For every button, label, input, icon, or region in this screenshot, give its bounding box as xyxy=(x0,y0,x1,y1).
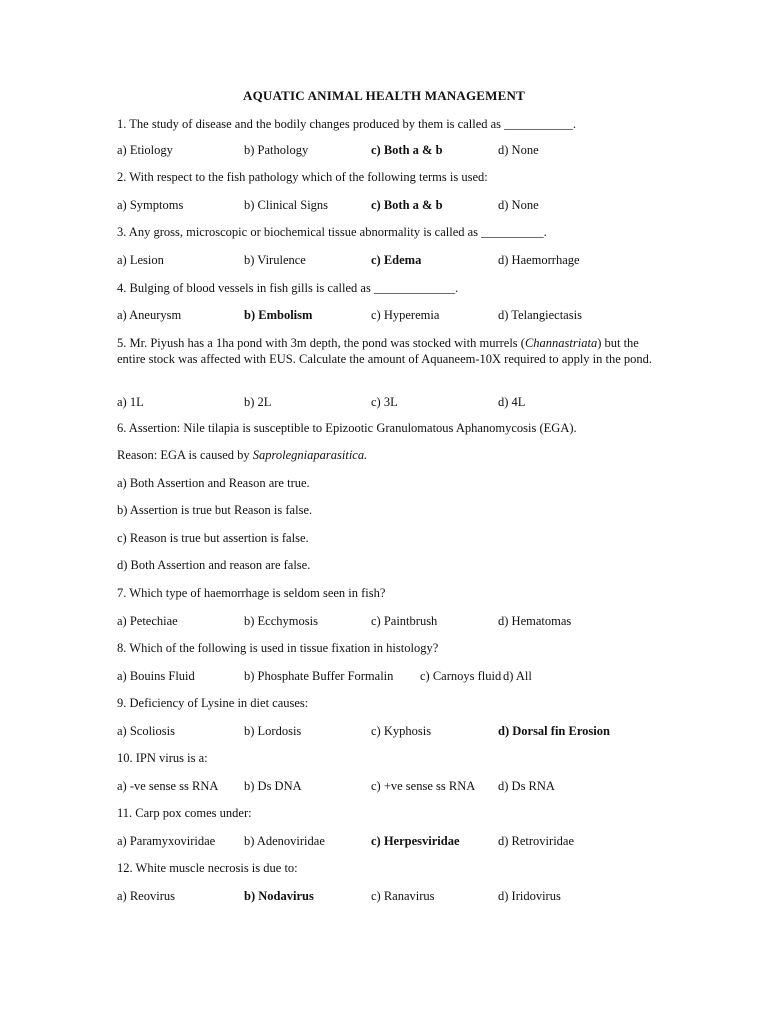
option-a: a) Bouins Fluid xyxy=(117,669,195,683)
option-c: c) Ranavirus xyxy=(371,889,435,903)
option-a: a) Etiology xyxy=(117,143,173,157)
option-b: b) Phosphate Buffer Formalin xyxy=(244,669,394,683)
option-c: c) Carnoys fluid xyxy=(420,669,502,683)
question-10: 10. IPN virus is a: xyxy=(117,751,208,765)
option-a: a) Symptoms xyxy=(117,198,184,212)
species-name: Channastriata xyxy=(524,336,598,350)
option-a: a) Scoliosis xyxy=(117,724,175,738)
option-c: c) Paintbrush xyxy=(371,614,438,628)
option-d: d) Dorsal fin Erosion xyxy=(498,724,610,738)
option-d: d) Iridovirus xyxy=(498,889,561,903)
page-title: AQUATIC ANIMAL HEALTH MANAGEMENT xyxy=(243,88,525,103)
question-12: 12. White muscle necrosis is due to: xyxy=(117,861,298,875)
option-c: c) 3L xyxy=(371,395,398,409)
question-1: 1. The study of disease and the bodily changes produced by them is called as ___________. xyxy=(117,117,577,131)
option-b: b) Adenoviridae xyxy=(244,834,325,848)
option-c: c) Both a & b xyxy=(371,198,443,212)
option-b: b) Clinical Signs xyxy=(244,198,329,212)
question-6-choice-c: c) Reason is true but assertion is false. xyxy=(117,531,309,545)
question-11: 11. Carp pox comes under: xyxy=(117,806,252,820)
question-6-assertion: 6. Assertion: Nile tilapia is susceptible to Epizootic Granulomatous Aphanomycosis (EGA). xyxy=(117,421,577,435)
option-b: b) 2L xyxy=(244,395,272,409)
question-3: 3. Any gross, microscopic or biochemical tissue abnormality is called as __________. xyxy=(117,225,547,239)
question-6-choice-a: a) Both Assertion and Reason are true. xyxy=(117,476,310,490)
option-a: a) Petechiae xyxy=(117,614,178,628)
option-c: c) Both a & b xyxy=(371,143,443,157)
option-d: d) Telangiectasis xyxy=(498,308,582,322)
option-d: d) All xyxy=(503,669,532,683)
question-4: 4. Bulging of blood vessels in fish gills is called as _____________. xyxy=(117,281,459,295)
option-b: b) Ecchymosis xyxy=(244,614,318,628)
option-d: d) Retroviridae xyxy=(498,834,575,848)
option-c: c) +ve sense ss RNA xyxy=(371,779,476,793)
option-d: d) Hematomas xyxy=(498,614,572,628)
question-5-text-a: 5. Mr. Piyush has a 1ha pond with 3m depth, the pond was stocked with murrels ( xyxy=(117,336,525,350)
option-c: c) Kyphosis xyxy=(371,724,432,738)
option-d: d) 4L xyxy=(498,395,526,409)
question-5 xyxy=(117,335,657,367)
option-b: b) Embolism xyxy=(244,308,313,322)
option-b: b) Pathology xyxy=(244,143,309,157)
question-2: 2. With respect to the fish pathology which of the following terms is used: xyxy=(117,170,488,184)
option-d: d) None xyxy=(498,198,539,212)
option-c: c) Herpesviridae xyxy=(371,834,460,848)
option-c: c) Hyperemia xyxy=(371,308,440,322)
reason-prefix: Reason: EGA is caused by xyxy=(117,448,253,462)
option-c: c) Edema xyxy=(371,253,422,267)
reason-species: Saprolegniaparasitica. xyxy=(252,448,368,462)
option-b: b) Nodavirus xyxy=(244,889,314,903)
question-6-reason xyxy=(117,448,367,463)
question-9: 9. Deficiency of Lysine in diet causes: xyxy=(117,696,309,710)
question-6-choice-b: b) Assertion is true but Reason is false. xyxy=(117,503,313,517)
option-a: a) -ve sense ss RNA xyxy=(117,779,219,793)
option-a: a) Aneurysm xyxy=(117,308,182,322)
option-a: a) Lesion xyxy=(117,253,164,267)
option-b: b) Virulence xyxy=(244,253,306,267)
option-a: a) 1L xyxy=(117,395,144,409)
option-a: a) Paramyxoviridae xyxy=(117,834,216,848)
question-8: 8. Which of the following is used in tissue fixation in histology? xyxy=(117,641,439,655)
option-b: b) Lordosis xyxy=(244,724,302,738)
question-6-choice-d: d) Both Assertion and reason are false. xyxy=(117,558,311,572)
option-d: d) Ds RNA xyxy=(498,779,555,793)
question-7: 7. Which type of haemorrhage is seldom seen in fish? xyxy=(117,586,386,600)
question-5-text-b: ) but the entire stock was affected with EUS. Calculate the amount of Aquaneem-10X required to apply in the pond. xyxy=(117,336,653,366)
option-d: d) None xyxy=(498,143,539,157)
option-b: b) Ds DNA xyxy=(244,779,302,793)
option-a: a) Reovirus xyxy=(117,889,175,903)
option-d: d) Haemorrhage xyxy=(498,253,580,267)
